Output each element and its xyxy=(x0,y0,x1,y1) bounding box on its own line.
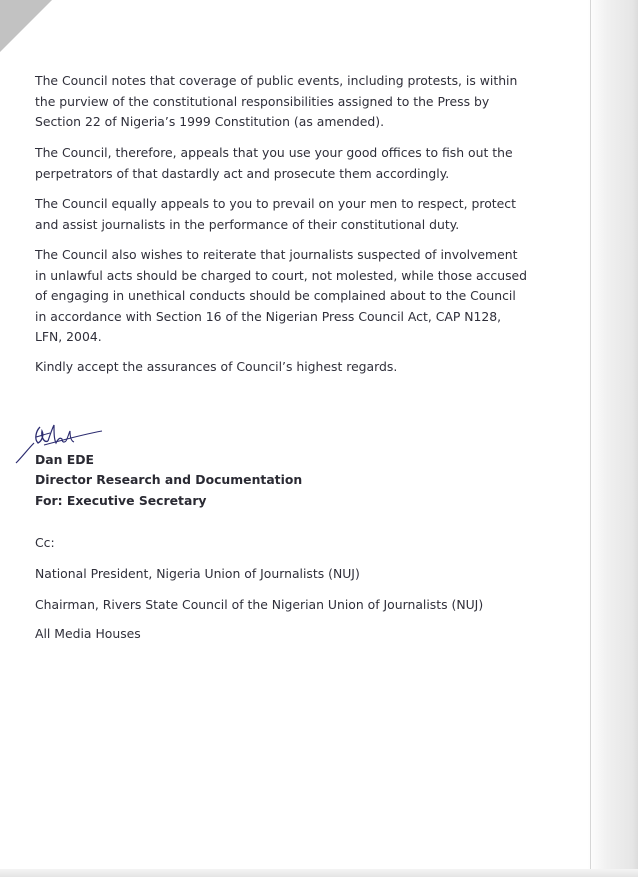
paragraph-line: The Council notes that coverage of public events, including protests, is within xyxy=(35,73,518,88)
paragraph-reiterate xyxy=(35,245,528,348)
paragraph-line: the purview of the constitutional responsibilities assigned to the Press by xyxy=(35,93,490,109)
paragraph-coverage xyxy=(35,71,518,133)
scan-bottom-edge xyxy=(0,869,638,877)
paragraph-line: The Council equally appeals to you to prevail on your men to respect, protect xyxy=(35,196,516,211)
cc-recipient: All Media Houses xyxy=(35,626,141,641)
cc-recipient: Chairman, Rivers State Council of the Nigerian Union of Journalists (NUJ) xyxy=(35,597,484,612)
paragraph-line: The Council, therefore, appeals that you use your good offices to fish out the xyxy=(35,145,513,160)
paragraph-line: The Council also wishes to reiterate that journalists suspected of involvement xyxy=(35,247,518,262)
paragraph-line: and assist journalists in the performance of their constitutional duty. xyxy=(35,216,460,232)
scan-right-edge xyxy=(588,0,638,877)
paragraph-appeal-prosecute xyxy=(35,143,515,184)
signatory-for-line: For: Executive Secretary xyxy=(35,493,207,508)
paragraph-line: Kindly accept the assurances of Council’s highest regards. xyxy=(35,359,398,374)
paragraph-line: in accordance with Section 16 of the Nigerian Press Council Act, CAP N128, xyxy=(35,308,502,324)
signatory-name: Dan EDE xyxy=(35,452,94,467)
paragraph-appeal-protect xyxy=(35,194,515,235)
paragraph-line: in unlawful acts should be charged to court, not molested, while those accused xyxy=(35,267,528,283)
paragraph-line: LFN, 2004. xyxy=(35,329,102,344)
cc-label: Cc: xyxy=(35,535,55,550)
folded-corner xyxy=(0,0,52,52)
paragraph-line: perpetrators of that dastardly act and prosecute them accordingly. xyxy=(35,165,450,181)
paragraph-line: Section 22 of Nigeria’s 1999 Constitution (as amended). xyxy=(35,114,385,129)
paragraph-closing xyxy=(35,357,515,378)
scan-edge-line xyxy=(590,0,591,877)
paragraph-line: of engaging in unethical conducts should be complained about to the Council xyxy=(35,288,516,303)
cc-recipient: National President, Nigeria Union of Journalists (NUJ) xyxy=(35,566,360,581)
signatory-title: Director Research and Documentation xyxy=(35,472,303,487)
